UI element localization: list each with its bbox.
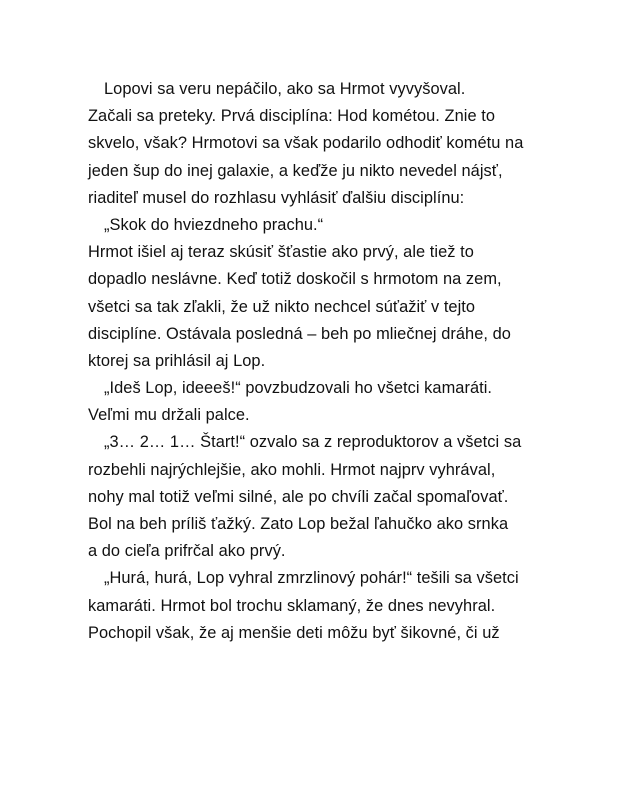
text-line: skvelo, však? Hrmotovi sa však podarilo odhodiť kométu na xyxy=(88,134,524,153)
text-line: Lopovi sa veru nepáčilo, ako sa Hrmot vyvyšoval. xyxy=(104,80,466,98)
text-line: Hrmot išiel aj teraz skúsiť šťastie ako prvý, ale tiež to xyxy=(88,243,474,262)
text-line: dopadlo neslávne. Keď totiž doskočil s hrmotom na zem, xyxy=(88,270,502,289)
text-line: Veľmi mu držali palce. xyxy=(88,406,250,425)
text-line: riaditeľ musel do rozhlasu vyhlásiť ďalšiu disciplínu: xyxy=(88,188,465,207)
text-line: ktorej sa prihlásil aj Lop. xyxy=(88,351,266,370)
text-line: disciplíne. Ostávala posledná – beh po mliečnej dráhe, do xyxy=(88,324,511,343)
text-line: rozbehli najrýchlejšie, ako mohli. Hrmot najprv vyhrával, xyxy=(88,460,496,479)
text-line: Bol na beh príliš ťažký. Zato Lop bežal ľahučko ako srnka xyxy=(88,515,509,533)
text-line: všetci sa tak zľakli, že už nikto nechcel súťažiť v tejto xyxy=(88,297,476,316)
text-line: kamaráti. Hrmot bol trochu sklamaný, že dnes nevyhral. xyxy=(88,596,496,615)
text-line: „Skok do hviezdneho prachu.“ xyxy=(104,215,324,234)
text-line: „3… 2… 1… Štart!“ ozvalo sa z reproduktorov a všetci sa xyxy=(104,433,522,452)
text-line: nohy mal totiž veľmi silné, ale po chvíli začal spomaľovať. xyxy=(88,487,509,506)
text-line: „Hurá, hurá, Lop vyhral zmrzlinový pohár!“ tešili sa všetci xyxy=(104,569,519,588)
text-line: Pochopil však, že aj menšie deti môžu byť šikovné, či už xyxy=(88,623,500,642)
text-line: jeden šup do inej galaxie, a keďže ju nikto nevedel nájsť, xyxy=(88,161,503,180)
text-line: „Ideš Lop, ideeeš!“ povzbudzovali ho všetci kamaráti. xyxy=(104,379,493,398)
text-line: a do cieľa prifrčal ako prvý. xyxy=(88,542,286,561)
story-text xyxy=(88,76,558,647)
text-line: Začali sa preteky. Prvá disciplína: Hod kométou. Znie to xyxy=(88,107,495,126)
